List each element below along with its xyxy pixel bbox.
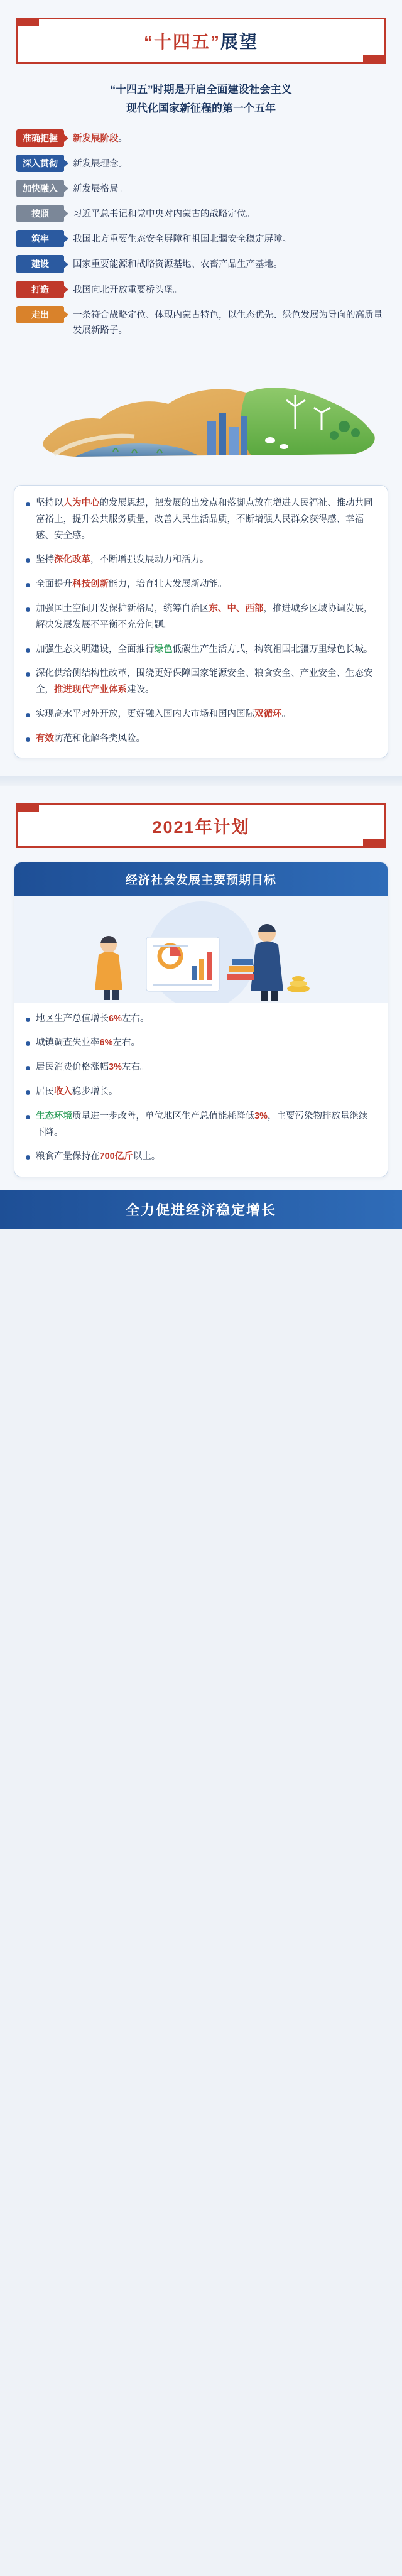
tag-label: 建设: [16, 255, 64, 273]
list-item-text: [36, 1109, 376, 1141]
bullet-dot-icon: [26, 502, 30, 506]
text-run-highlight: 收入: [54, 1087, 72, 1097]
bullet-dot-icon: [26, 1090, 30, 1095]
text-run: 加强生态文明建设，全面推行: [36, 644, 155, 655]
list-item: [26, 577, 376, 593]
bullet-dot-icon: [26, 672, 30, 677]
tag-row-text: 我国向北开放重要桥头堡。: [73, 285, 182, 295]
section2-title: 2021年计划: [152, 817, 250, 837]
text-run: 坚持以: [36, 498, 63, 509]
bullet-dot-icon: [26, 1155, 30, 1160]
text-run: 的发展思想，把发展的出发点和落脚点放在增进人民福祉、推动共同富裕上，提升公共服务质量，改善人民生活品质，不断增强人民群众获得感、幸福感、安全感。: [36, 498, 373, 541]
list-item-text: [36, 1011, 149, 1028]
text-run-highlight: 有效: [36, 733, 54, 744]
list-item-text: [36, 731, 145, 747]
list-item-text: [36, 601, 376, 634]
list-item: [26, 666, 376, 698]
tag-row: [16, 129, 386, 147]
banner-corner-bottom-right-icon: [363, 55, 386, 64]
bullet-dot-icon: [26, 648, 30, 653]
text-run: 居民: [36, 1087, 54, 1097]
section1-lead-line2: 现代化国家新征程的第一个五年: [126, 102, 276, 114]
bullet-dot-icon: [26, 1041, 30, 1046]
tag-row-text: 一条符合战略定位、体现内蒙古特色，以生态优先、绿色发展为导向的高质量发展新路子。: [73, 310, 383, 336]
list-item-text: [36, 1084, 118, 1101]
bullet-dot-icon: [26, 1066, 30, 1070]
bullet-dot-icon: [26, 1115, 30, 1119]
tag-row-suffix: 。: [118, 133, 128, 144]
text-run-highlight: 深化改革: [54, 555, 90, 565]
section-divider: [0, 776, 402, 786]
list-item: [26, 642, 376, 658]
text-run: ，推进城乡区域协调发展，解决发展发展不平衡不充分问题。: [36, 604, 373, 630]
banner-corner-top-left-icon: [16, 803, 39, 812]
text-run: 防范和化解各类风险。: [54, 733, 145, 744]
tag-label: 走出: [16, 306, 64, 323]
text-run-highlight: 6%: [99, 1038, 113, 1048]
bullet-dot-icon: [26, 583, 30, 587]
tag-row: [16, 205, 386, 222]
list-item: [26, 1084, 376, 1101]
section-14th-five-year-plan: [0, 0, 402, 776]
list-item-text: [36, 707, 291, 723]
text-run: 居民消费价格涨幅: [36, 1062, 109, 1073]
bullet-dot-icon: [26, 558, 30, 563]
text-run-highlight: 科技创新: [72, 579, 109, 590]
text-run: 坚持: [36, 555, 54, 565]
list-item-text: [36, 1060, 149, 1076]
text-run: 。: [281, 709, 291, 720]
text-run-highlight: 人为中心: [63, 498, 100, 509]
bullet-dot-icon: [26, 737, 30, 742]
text-run: 左右。: [121, 1062, 149, 1073]
section2-card-title: 经济社会发展主要预期目标: [14, 862, 388, 896]
list-item-text: [36, 666, 376, 698]
text-run: ，不断增强发展动力和活力。: [90, 555, 209, 565]
text-run-highlight: 东、中、西部: [209, 604, 264, 614]
text-run: 稳步增长。: [72, 1087, 118, 1097]
tag-row: [16, 281, 386, 298]
tag-row: [16, 230, 386, 247]
text-run-highlight: 700亿斤: [99, 1151, 133, 1162]
section1-title: [18, 28, 384, 53]
list-item-text: [36, 552, 209, 568]
list-item: [26, 1149, 376, 1165]
text-run: 城镇调查失业率: [36, 1038, 100, 1048]
text-run-highlight: 3%: [109, 1062, 122, 1073]
text-run: 地区生产总值增长: [36, 1013, 109, 1024]
section1-lead-line1: “十四五”时期是开启全面建设社会主义: [110, 84, 292, 95]
text-run: 全面提升: [36, 579, 72, 590]
infographic-page: [0, 0, 402, 1229]
section1-title-suffix: 展望: [220, 32, 259, 52]
text-run-highlight: 双循环: [254, 709, 282, 720]
list-item: [26, 1035, 376, 1052]
list-item: [26, 1109, 376, 1141]
list-item: [26, 552, 376, 568]
text-run-highlight: 推进现代产业体系: [54, 685, 127, 695]
list-item-text: [36, 1149, 160, 1165]
section1-title-banner: [16, 18, 386, 64]
tag-label: 准确把握: [16, 129, 64, 147]
section2-bullets: [14, 1003, 388, 1177]
tag-row-text: 新发展理念。: [73, 158, 128, 169]
list-item-text: [36, 1035, 140, 1052]
inner-mongolia-map-illustration: [0, 346, 402, 481]
text-run: 质量进一步改善，单位地区生产总值能耗降低: [72, 1111, 254, 1121]
list-item-text: [36, 642, 373, 658]
banner-corner-bottom-right-icon: [363, 839, 386, 848]
banner-corner-top-left-icon: [16, 18, 39, 26]
text-run: 低碳生产生活方式，构筑祖国北疆万里绿色长城。: [172, 644, 373, 655]
text-run: 以上。: [133, 1151, 161, 1162]
tag-label: 筑牢: [16, 230, 64, 247]
list-item-text: [36, 577, 227, 593]
text-run: 加强国土空间开发保护新格局，统筹自治区: [36, 604, 209, 614]
tag-label: 按照: [16, 205, 64, 222]
tag-label: 加快融入: [16, 180, 64, 197]
text-run: 粮食产量保持在: [36, 1151, 100, 1162]
list-item-text: [36, 496, 376, 544]
map-svg: [0, 346, 402, 481]
illustration-svg: [14, 896, 388, 1003]
list-item: [26, 707, 376, 723]
tag-row: [16, 306, 386, 339]
text-run-highlight: 绿色: [154, 644, 173, 655]
tag-row-highlight: 新发展阶段: [73, 133, 119, 144]
text-run-highlight: 生态环境: [36, 1111, 72, 1121]
tag-label: 深入贯彻: [16, 155, 64, 172]
text-run-highlight: 3%: [254, 1111, 268, 1121]
list-item: [26, 1060, 376, 1076]
text-run: 能力，培育壮大发展新动能。: [109, 579, 227, 590]
list-item: [26, 496, 376, 544]
section2-goals-card: [14, 862, 388, 1178]
text-run: 实现高水平对外开放，更好融入国内大市场和国内国际: [36, 709, 254, 720]
section2-footer-bar: 全力促进经济稳定增长: [0, 1190, 402, 1229]
list-item: [26, 601, 376, 634]
tag-row-text: 我国北方重要生态安全屏障和祖国北疆安全稳定屏障。: [73, 234, 291, 245]
text-run: 建设。: [127, 685, 155, 695]
list-item: [26, 1011, 376, 1028]
section1-lead: [21, 80, 381, 118]
text-run: 深化供给侧结构性改革，围绕更好保障国家能源安全、粮食安全、产业安全、生态安全，: [36, 668, 373, 695]
tag-label: 打造: [16, 281, 64, 298]
text-run: ，主要污染物排放量继续下降。: [36, 1111, 368, 1138]
bullet-dot-icon: [26, 607, 30, 612]
section2-title-banner: [16, 803, 386, 848]
tag-row: [16, 155, 386, 172]
tag-row-text: [73, 129, 386, 147]
tag-row: [16, 180, 386, 197]
list-item: [26, 731, 376, 747]
section1-tag-rows: [16, 129, 386, 339]
text-run: 左右。: [121, 1013, 149, 1024]
tag-row-text: 国家重要能源和战略资源基地、农畜产品生产基地。: [73, 259, 283, 270]
section1-title-prefix: “十四五”: [143, 32, 220, 52]
bullet-dot-icon: [26, 1018, 30, 1022]
text-run: 左右。: [112, 1038, 140, 1048]
economy-chart-illustration: [14, 896, 388, 1003]
text-run-highlight: 6%: [109, 1013, 122, 1024]
section1-bullets-card: [14, 485, 388, 758]
section-2021-plan: [0, 786, 402, 1230]
tag-row: [16, 255, 386, 273]
tag-row-text: 新发展格局。: [73, 183, 128, 194]
bullet-dot-icon: [26, 713, 30, 717]
tag-row-text: 习近平总书记和党中央对内蒙古的战略定位。: [73, 209, 255, 220]
